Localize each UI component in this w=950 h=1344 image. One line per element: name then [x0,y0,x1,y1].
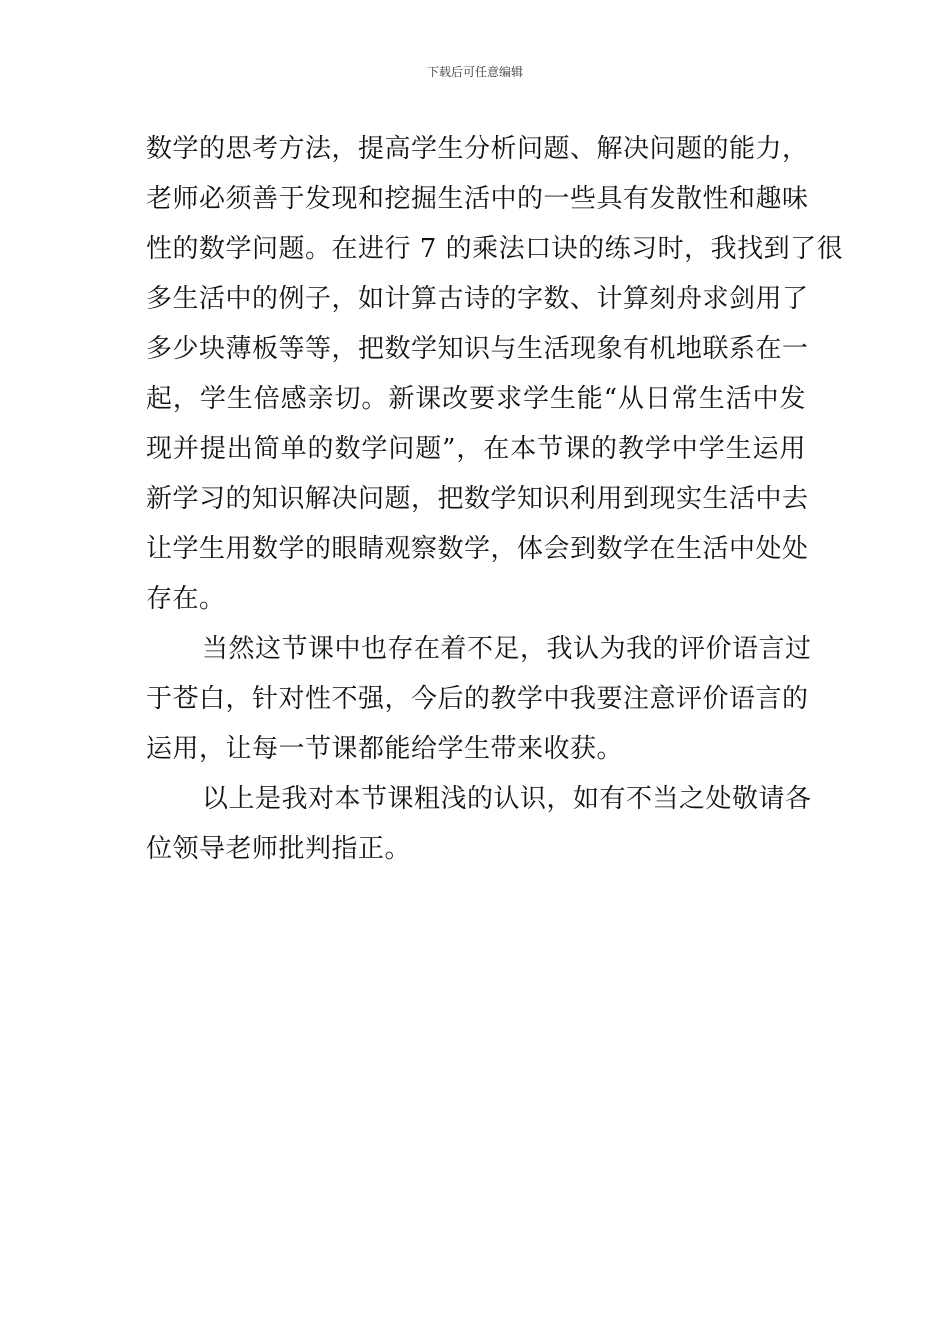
text-line: 现并提出简单的数学问题”，在本节课的教学中学生运用 [146,434,806,464]
text-line: 于苍白，针对性不强，今后的教学中我要注意评价语言的 [146,684,809,714]
text-line: 数学的思考方法，提高学生分析问题、解决问题的能力， [146,134,809,164]
text-line: 以上是我对本节课粗浅的认识，如有不当之处敬请各 [202,784,812,814]
page-header-note: 下载后可任意编辑 [426,65,523,79]
document-body [146,124,844,874]
text-line: 老师必须善于发现和挖掘生活中的一些具有发散性和趣味 [146,184,809,214]
paragraph-3 [146,774,812,874]
paragraph-1 [146,124,844,624]
text-line: 存在。 [146,584,226,614]
text-line: 起，学生倍感亲切。新课改要求学生能“从日常生活中发 [146,384,806,414]
paragraph-2 [146,624,812,774]
text-line: 让学生用数学的眼睛观察数学，体会到数学在生活中处处 [146,534,809,564]
text-line: 多少块薄板等等，把数学知识与生活现象有机地联系在一 [146,334,809,364]
text-line: 位领导老师批判指正。 [146,834,412,864]
text-line: 性的数学问题。在进行 7 的乘法口诀的练习时，我找到了很 [146,234,844,264]
text-line: 运用，让每一节课都能给学生带来收获。 [146,734,624,764]
text-line: 多生活中的例子，如计算古诗的字数、计算刻舟求剑用了 [146,284,809,314]
text-line: 新学习的知识解决问题，把数学知识利用到现实生活中去 [146,484,809,514]
text-line: 当然这节课中也存在着不足，我认为我的评价语言过 [202,634,812,664]
